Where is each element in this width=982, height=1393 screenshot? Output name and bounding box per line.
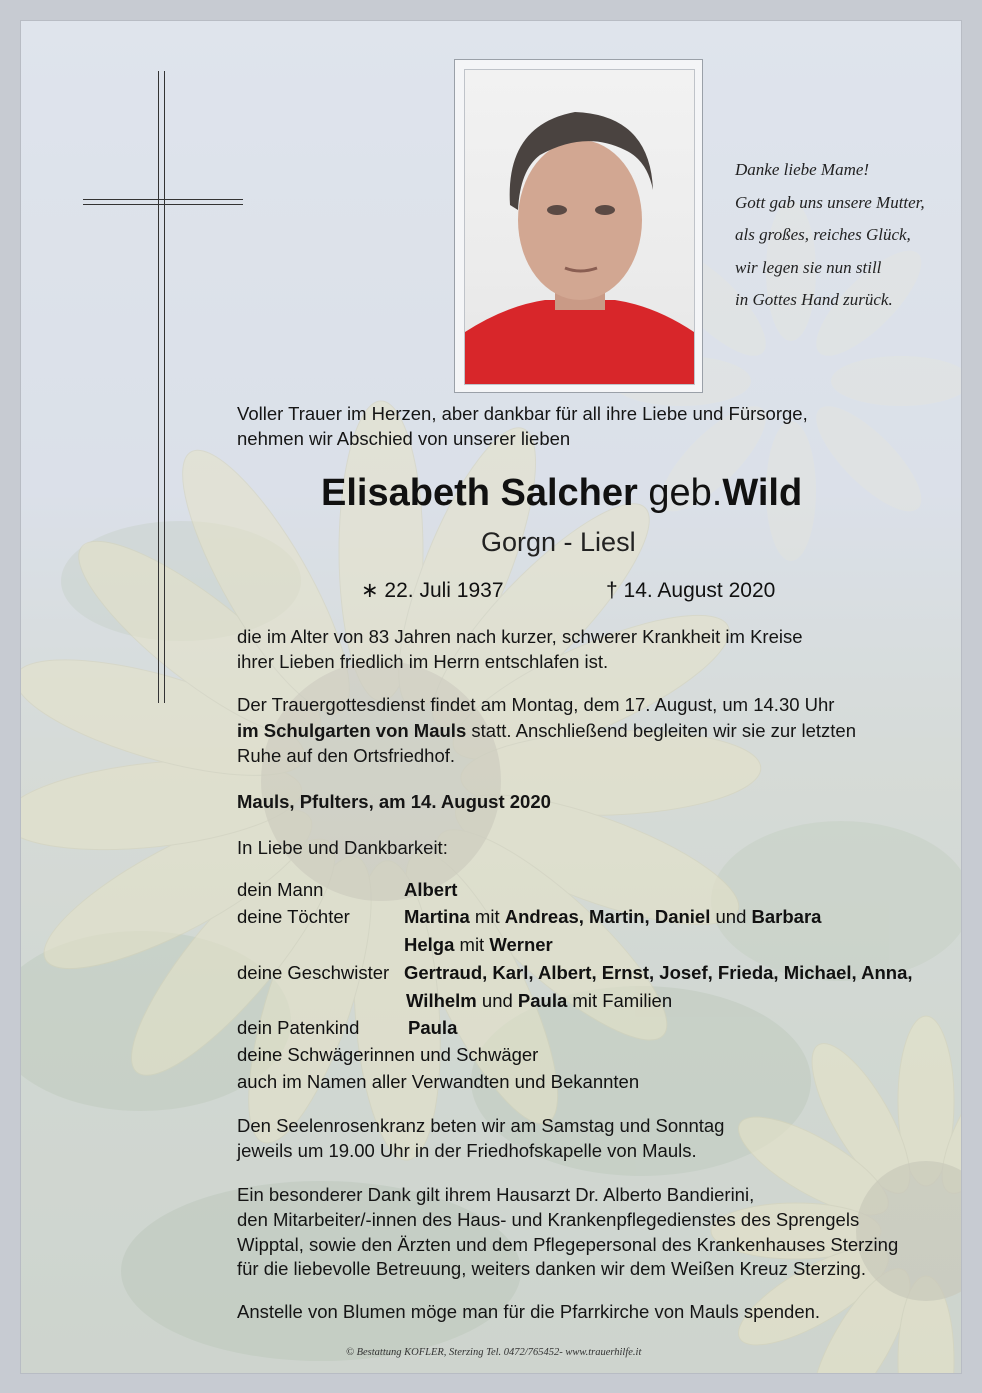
poem-line: wir legen sie nun still — [735, 257, 882, 277]
connector: und — [710, 906, 752, 927]
service-line-2 — [237, 719, 856, 743]
poem — [735, 154, 925, 317]
portrait-photo — [464, 69, 695, 385]
thanks-line-1: Ein besonderer Dank gilt ihrem Hausarzt Dr. Alberto Bandierini, — [237, 1184, 755, 1205]
footer-credit: © Bestattung KOFLER, Sterzing Tel. 0472/765452- www.trauerhilfe.it — [346, 1347, 642, 1358]
portrait-illustration — [465, 70, 694, 384]
maiden-name: Wild — [722, 472, 803, 514]
husband-name: Albert — [404, 879, 458, 900]
rosary-line-2: jeweils um 19.00 Uhr in der Friedhofskapelle von Mauls. — [237, 1140, 697, 1161]
deceased-name — [321, 471, 802, 515]
poem-line: in Gottes Hand zurück. — [735, 290, 893, 309]
rosary-line-1: Den Seelenrosenkranz beten wir am Samstag und Sonntag — [237, 1115, 725, 1136]
intro-line-1: Voller Trauer im Herzen, aber dankbar für all ihre Liebe und Fürsorge, — [237, 403, 808, 424]
service-location: im Schulgarten von Mauls — [237, 720, 467, 741]
service-line-1: Der Trauergottesdienst findet am Montag, dem 17. August, um 14.30 Uhr — [237, 694, 835, 715]
connector: und — [476, 990, 518, 1011]
intro-line-2: nehmen wir Abschied von unserer lieben — [237, 428, 571, 449]
portrait-frame — [454, 59, 703, 393]
poem-line: als großes, reiches Glück, — [735, 225, 911, 244]
passing-line-2: ihrer Lieben friedlich im Herrn entschlafen ist. — [237, 651, 609, 672]
cross-icon-horizontal — [83, 199, 243, 205]
full-name: Elisabeth Salcher — [321, 472, 638, 514]
service-line-3: Ruhe auf den Ortsfriedhof. — [237, 745, 456, 766]
family-names: Andreas, Martin, Daniel — [504, 906, 711, 927]
sibling-name: Wilhelm — [406, 990, 477, 1011]
daughters-line-2 — [404, 933, 553, 957]
husband-label: dein Mann — [237, 879, 324, 900]
nickname: Gorgn - Liesl — [481, 527, 636, 557]
birth-date: ∗ 22. Juli 1937 — [361, 579, 504, 602]
place-date: Mauls, Pfulters, am 14. August 2020 — [237, 791, 551, 812]
geb-label: geb. — [648, 472, 723, 514]
poem-line: Danke liebe Mame! — [735, 160, 870, 179]
flowers-note: Anstelle von Blumen möge man für die Pfarrkirche von Mauls spenden. — [237, 1301, 821, 1322]
inlaws: deine Schwägerinnen und Schwäger — [237, 1044, 539, 1065]
daughters-label: deine Töchter — [237, 906, 350, 927]
cross-icon-vertical — [158, 71, 165, 703]
passing-line-1: die im Alter von 83 Jahren nach kurzer, schwerer Krankheit im Kreise — [237, 626, 803, 647]
thanks-line-2: den Mitarbeiter/-innen des Haus- und Krankenpflegedienstes des Sprengels — [237, 1209, 860, 1230]
relatives: auch im Namen aller Verwandten und Bekannten — [237, 1071, 640, 1092]
love-intro: In Liebe und Dankbarkeit: — [237, 837, 448, 858]
siblings-line-1: Gertraud, Karl, Albert, Ernst, Josef, Frieda, Michael, Anna, — [404, 962, 913, 983]
family-name: Werner — [489, 934, 553, 955]
daughter-name: Martina — [404, 906, 470, 927]
connector: mit — [454, 934, 490, 955]
sibling-name: Paula — [517, 990, 568, 1011]
thanks-line-3: Wipptal, sowie den Ärzten und dem Pflegepersonal des Krankenhauses Sterzing — [237, 1234, 899, 1255]
death-date: † 14. August 2020 — [606, 579, 776, 602]
siblings-label: deine Geschwister — [237, 962, 390, 983]
family-name: Barbara — [751, 906, 822, 927]
poem-line: Gott gab uns unsere Mutter, — [735, 192, 925, 212]
godchild-label: dein Patenkind — [237, 1017, 360, 1038]
godchild-name: Paula — [408, 1017, 458, 1038]
connector: mit — [469, 906, 505, 927]
connector: mit Familien — [567, 990, 673, 1011]
obituary-card — [20, 20, 962, 1374]
thanks-line-4: für die liebevolle Betreuung, weiters danken wir dem Weißen Kreuz Sterzing. — [237, 1258, 866, 1279]
daughter-name: Helga — [404, 934, 455, 955]
siblings-line-2 — [406, 989, 672, 1013]
daughters-line-1 — [404, 905, 821, 929]
service-line-2-rest: statt. Anschließend begleiten wir sie zur letzten — [466, 720, 856, 741]
